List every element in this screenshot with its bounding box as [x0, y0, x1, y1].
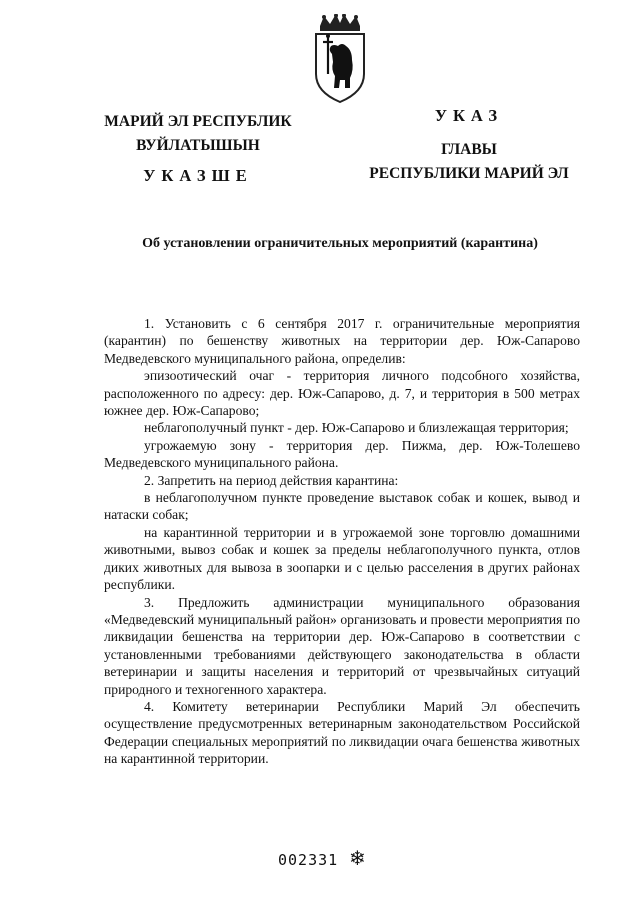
paragraph-6: в неблагополучном пункте проведение выставок собак и кошек, вывод и натаски собак; [104, 490, 580, 523]
header-left-block [100, 110, 296, 188]
paragraph-5: 2. Запретить на период действия карантина: [144, 472, 399, 488]
paragraph-7: на карантинной территории и в угрожаемой зоне торговлю домашними животными, вывоз собак и кошек за пределы неблагополучного пункта, отлов диких животных для вывоза в зоопарки и с целью расселения в других районах республики. [104, 524, 580, 593]
header-right-block [353, 104, 585, 186]
paragraph-4: угрожаемую зону - территория дер. Пижма, дер. Юж-Толешево Медведевского муниципального района. [104, 437, 580, 471]
paragraph-8: 3. Предложить администрации муниципального образования «Медведевский муниципальный район» организовать и провести мероприятия по ликвидации бешенства на территории дер. Юж-Сапарово в соответствии с установленными требованиями действующего законодательства в области ветеринарии и защиты населения и территорий от чрезвычайных ситуаций природного и техногенного характера. [104, 594, 580, 697]
paragraph-9: 4. Комитету ветеринарии Республики Марий Эл обеспечить осуществление предусмотренных ветеринарным законодательством Российской Федерации специальных мероприятий по ликвидации очага бешенства животных на карантинной территории. [104, 698, 580, 767]
paragraph-3: неблагополучный пункт - дер. Юж-Сапарово и близлежащая территория; [144, 420, 569, 436]
header-left-line2: ВУЙЛАТЫШЫН [136, 137, 260, 154]
coat-of-arms-bear-icon [298, 14, 382, 104]
header-right-line3: РЕСПУБЛИКИ МАРИЙ ЭЛ [369, 165, 569, 182]
snowflake-mark-icon: ❄ [349, 846, 366, 870]
header-right-line1: УКАЗ [434, 106, 504, 125]
paragraph-2: эпизоотический очаг - территория личного подсобного хозяйства, расположенного по адресу: дер. Юж-Сапарово, д. 7, и территория в 500 метрах южнее дер. Юж-Сапарово; [104, 368, 580, 419]
paragraph-1: 1. Установить с 6 сентября 2017 г. ограничительные мероприятия (карантин) по бешенству животных на территории дер. Юж-Сапарово Медведевского муниципального района, определив: [104, 316, 580, 366]
header-left-line3: УКАЗШЕ [143, 166, 253, 185]
header-left-line1: МАРИЙ ЭЛ РЕСПУБЛИК [104, 113, 292, 130]
document-number: 002331 [278, 851, 339, 869]
header-right-line2: ГЛАВЫ [441, 141, 497, 158]
document-body [104, 315, 580, 768]
document-title: Об установлении ограничительных мероприятий (карантина) [142, 236, 538, 251]
